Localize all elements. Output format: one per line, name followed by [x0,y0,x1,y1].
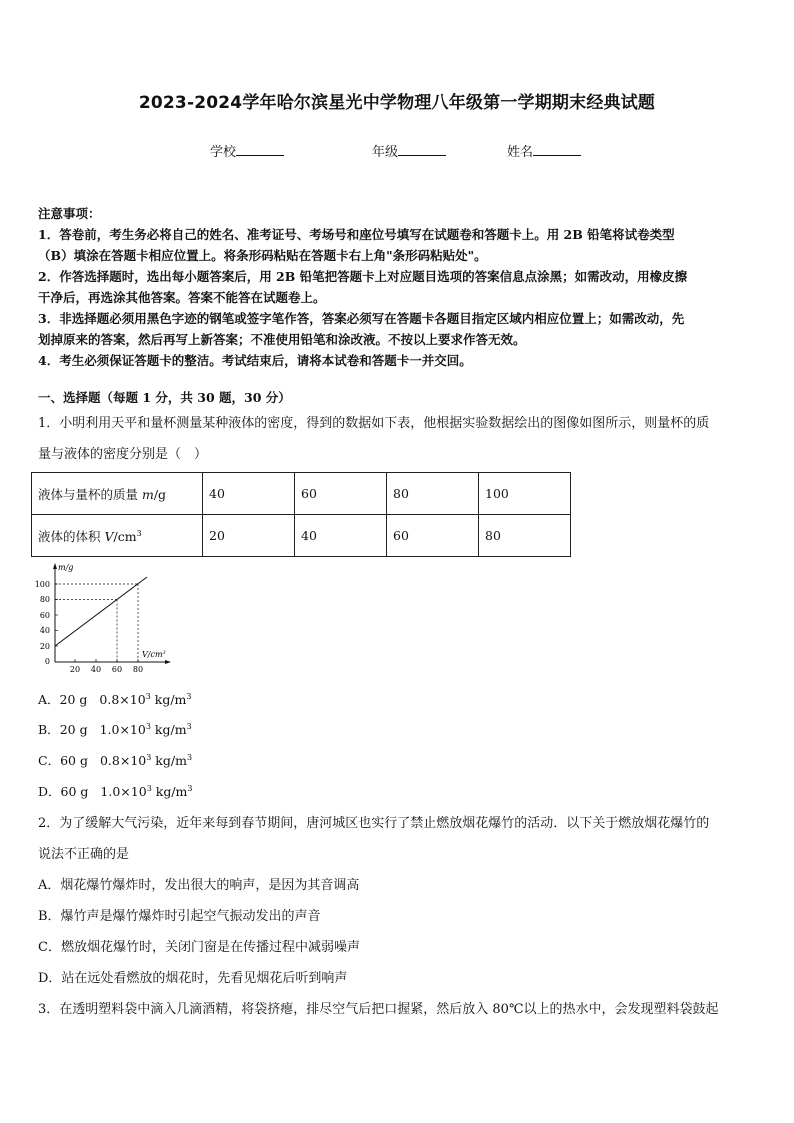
grade-blank [398,143,446,156]
option-mass: 60 g [60,784,89,799]
row1-unit: /g [153,486,167,502]
table-cell: 80 [387,473,479,515]
y-axis-arrow [53,563,57,569]
q1-option-b[interactable] [38,720,192,738]
option-unit: kg/m [151,784,188,799]
table-cell: 40 [295,515,387,557]
option-density: 0.8×10 [99,692,146,707]
option-exp: 3 [145,721,151,731]
row2-unit-sup: 3 [136,528,142,538]
grade-label: 年级 [372,145,399,160]
school-field [210,141,284,160]
section-heading: 一、选择题（每题 1 分，共 30 题，30 分） [38,390,291,405]
question-1-line2: 量与液体的密度分别是（ ） [38,447,208,462]
name-blank [533,143,581,156]
table-cell: 20 [203,515,295,557]
option-unit-exp: 3 [186,721,192,731]
notes-line: 干净后，再选涂其他答案。答案不能答在试题卷上。 [38,290,326,305]
table-cell: 80 [479,515,571,557]
q2-option-d[interactable]: D．站在远处看燃放的烟花时，先看见烟花后听到响声 [38,971,348,986]
option-density: 0.8×10 [99,753,147,768]
mass-volume-graph [28,560,178,680]
option-letter: A． [38,692,60,707]
notes-line: 4．考生必须保证答题卡的整洁。考试结束后，请将本试卷和答题卡一并交回。 [38,353,472,368]
notes-heading: 注意事项： [38,206,101,221]
data-table [31,472,571,557]
grade-field [372,141,446,160]
y-tick-label: 0 [44,657,50,666]
school-blank [236,143,284,156]
question-2-line2: 说法不正确的是 [38,847,130,862]
option-letter: B． [38,722,60,737]
x-axis-arrow [165,660,171,664]
row2-unit: /cm [113,528,137,544]
y-axis-label: m/g [58,563,74,572]
y-tick-label: 40 [39,626,50,635]
table-row [32,515,571,557]
notes-block [38,203,758,371]
x-ticks [70,659,143,674]
option-exp: 3 [146,752,152,762]
x-axis-label: $V/cm^3$ [142,650,166,659]
option-mass: 20 g [59,722,88,737]
option-unit: kg/m [150,722,187,737]
option-density: 1.0×10 [99,722,146,737]
table-row [32,473,571,515]
x-tick-label: 60 [111,665,123,674]
question-1 [38,408,760,470]
option-unit-exp: 3 [186,752,193,762]
table-cell: 100 [479,473,571,515]
data-line [55,577,147,646]
name-label: 姓名 [507,145,534,160]
q1-option-a[interactable] [38,690,192,708]
x-tick-label: 20 [69,665,81,674]
question-2 [38,808,760,1025]
row2-label: 液体的体积 [38,528,105,544]
q1-option-d[interactable] [38,782,193,800]
y-tick-label: 100 [34,580,50,589]
school-label: 学校 [210,145,237,160]
table-header-cell [32,515,203,557]
q2-option-b[interactable]: B．爆竹声是爆竹爆炸时引起空气振动发出的声音 [38,909,321,924]
exam-title: 2023-2024学年哈尔滨星光中学物理八年级第一学期期末经典试题 [138,93,656,113]
option-mass: 60 g [60,753,88,768]
option-unit-exp: 3 [186,691,192,701]
question-3-line1: 3．在透明塑料袋中滴入几滴酒精，将袋挤瘪，排尽空气后把口握紧，然后放入 80℃以上的热水中，会发现塑料袋鼓起 [38,1002,719,1017]
notes-line: （B）填涂在答题卡相应位置上。将条形码粘贴在答题卡右上角"条形码粘贴处"。 [38,248,487,263]
table-header-cell [32,473,203,515]
question-2-line1: 2．为了缓解大气污染，近年来每到春节期间，唐河城区也实行了禁止燃放烟花爆竹的活动．以下关于燃放烟花爆竹的 [38,816,710,831]
row1-label: 液体与量杯的质量 [38,486,142,502]
option-exp: 3 [145,691,151,701]
option-unit-exp: 3 [187,783,193,793]
option-mass: 20 g [59,692,88,707]
q2-option-a[interactable]: A．烟花爆竹爆炸时，发出很大的响声，是因为其音调高 [38,878,360,893]
y-tick-label: 20 [39,642,50,651]
name-field [507,141,581,160]
notes-line: 划掉原来的答案，然后再写上新答案；不准使用铅笔和涂改液。不按以上要求作答无效。 [38,332,526,347]
option-exp: 3 [146,783,152,793]
table-cell: 60 [387,515,479,557]
option-density: 1.0×10 [100,784,147,799]
x-tick-label: 40 [90,665,102,674]
notes-line: 2．作答选择题时，选出每小题答案后，用 2B 铅笔把答题卡上对应题目选项的答案信息点涂黑；如需改动，用橡皮擦 [38,269,688,284]
q2-option-c[interactable]: C．燃放烟花爆竹时，关闭门窗是在传播过程中减弱噪声 [38,940,360,955]
y-tick-label: 80 [39,595,50,604]
notes-line: 1．答卷前，考生务必将自己的姓名、准考证号、考场号和座位号填写在试题卷和答题卡上。用 2B 铅笔将试卷类型 [38,227,675,242]
option-unit: kg/m [150,692,187,707]
row2-var: V [104,528,114,544]
y-tick-label: 60 [39,611,50,620]
notes-line: 3．非选择题必须用黑色字迹的钢笔或签字笔作答，答案必须写在答题卡各题目指定区域内相应位置上；如需改动，先 [38,311,685,326]
x-tick-label: 80 [132,665,144,674]
table-cell: 40 [203,473,295,515]
row1-var: m [141,486,154,502]
q1-option-c[interactable] [38,751,192,769]
option-letter: D． [38,784,61,799]
table-cell: 60 [295,473,387,515]
option-letter: C． [38,753,61,768]
question-1-line1: 1．小明利用天平和量杯测量某种液体的密度，得到的数据如下表，他根据实验数据绘出的图像如图所示，则量杯的质 [38,416,710,431]
option-unit: kg/m [151,753,187,768]
